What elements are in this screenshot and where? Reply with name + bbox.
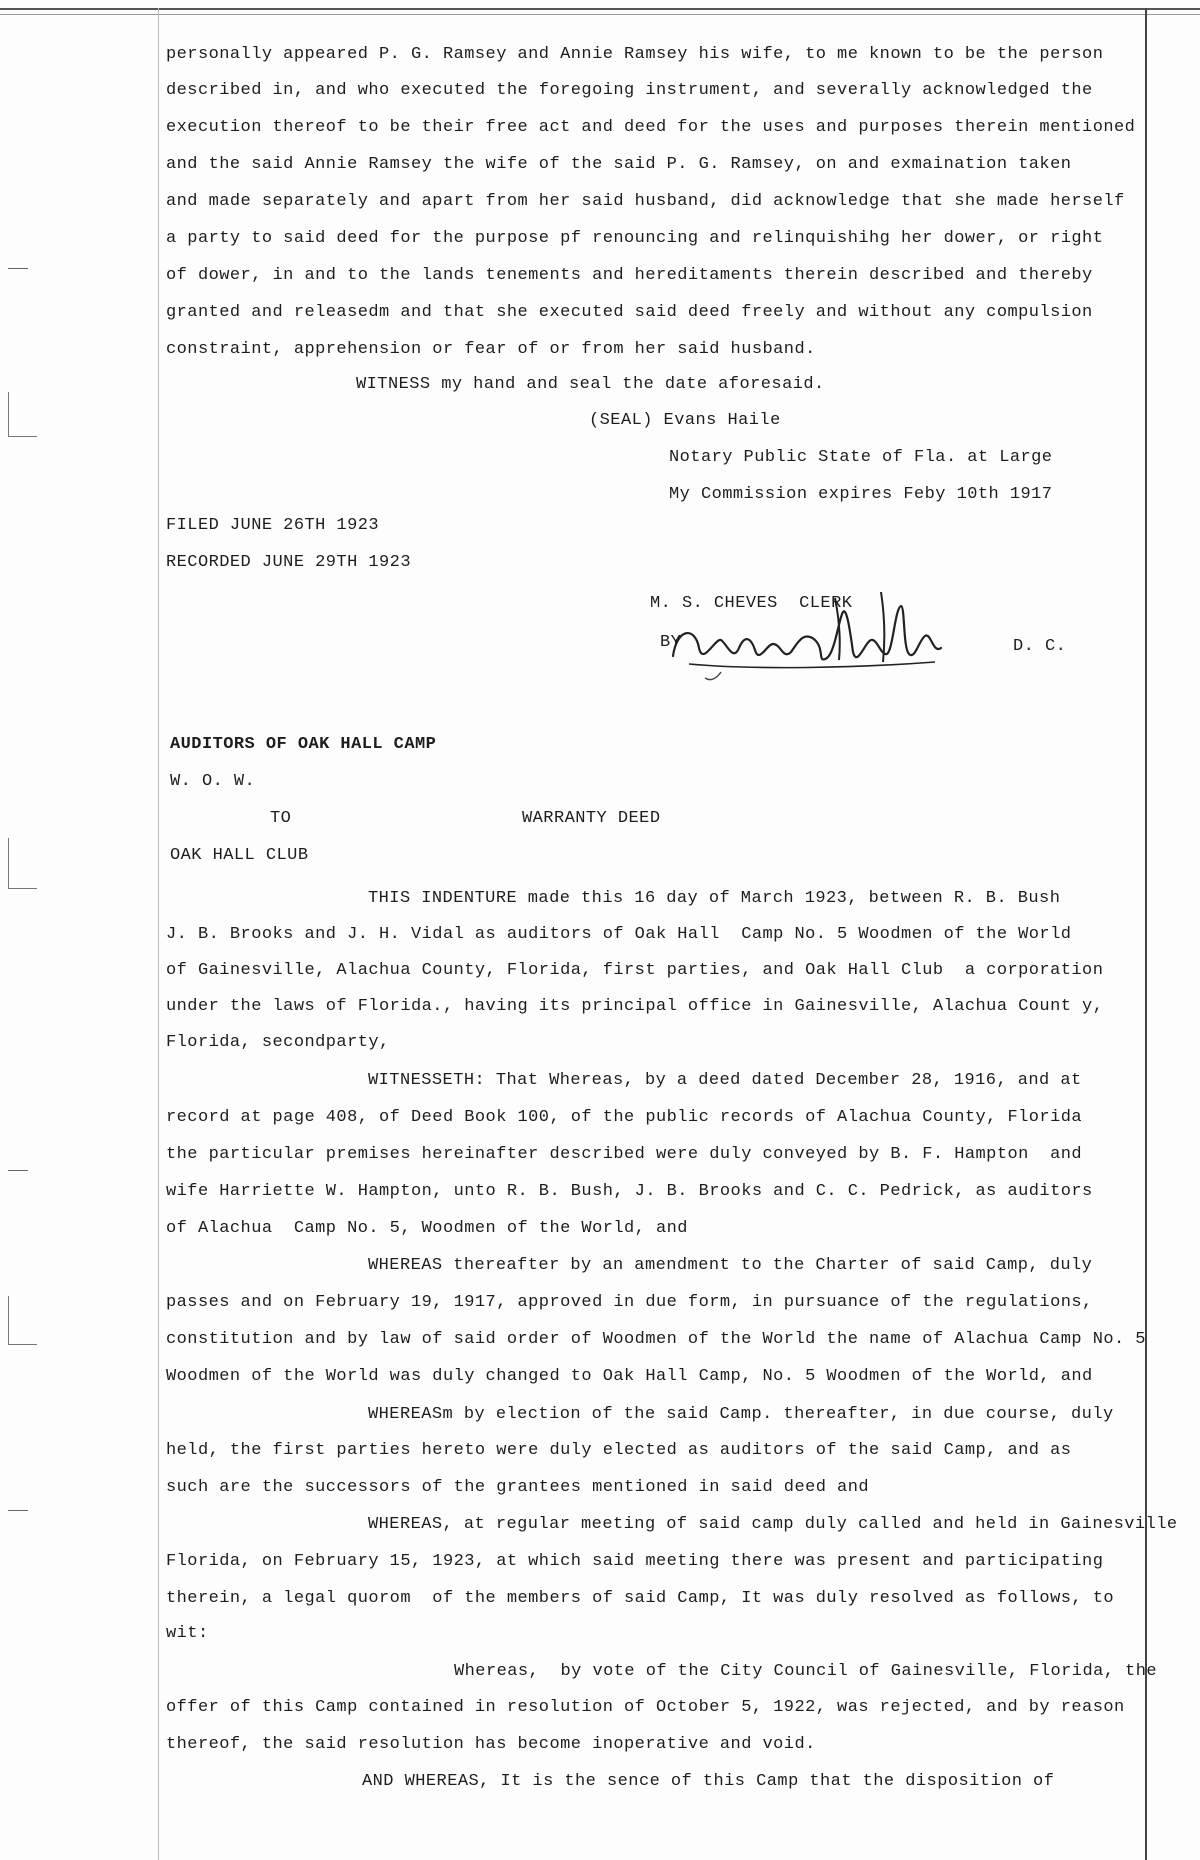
margin-bracket-mark [8,392,37,437]
notary-line: and the said Annie Ramsey the wife of the said P. G. Ramsey, on and exmaination taken [166,155,1072,174]
notary-line: execution thereof to be their free act and deed for the uses and purposes therein mentioned [166,118,1136,137]
deed-body-line: of Alachua Camp No. 5, Woodmen of the World, and [166,1219,688,1238]
deed-body-line: J. B. Brooks and J. H. Vidal as auditors of Oak Hall Camp No. 5 Woodmen of the World [166,925,1072,944]
left-margin-line [158,8,159,1860]
right-margin-line [1145,8,1147,1860]
grantee-name: OAK HALL CLUB [170,846,309,865]
clerk-name: M. S. CHEVES CLERK [650,594,853,613]
deed-type-title: WARRANTY DEED [522,809,661,828]
margin-bracket-mark [8,838,37,889]
margin-tick-mark [8,268,28,269]
deed-body-line: WHEREAS, at regular meeting of said camp duly called and held in Gainesville [368,1515,1178,1534]
seal-line: (SEAL) Evans Haile [589,411,781,430]
notary-line: of dower, in and to the lands tenements and hereditaments therein described and thereby [166,266,1093,285]
grantor-name: AUDITORS OF OAK HALL CAMP [170,735,437,754]
notary-title: Notary Public State of Fla. at Large [669,448,1053,467]
commission-expiry: My Commission expires Feby 10th 1917 [669,485,1053,504]
margin-bracket-mark [8,1296,37,1345]
grantor-abbrev: W. O. W. [170,772,256,791]
deed-body-line: AND WHEREAS, It is the sence of this Camp that the disposition of [362,1772,1055,1791]
notary-line: and made separately and apart from her said husband, did acknowledge that she made herself [166,192,1125,211]
notary-line: personally appeared P. G. Ramsey and Annie Ramsey his wife, to me known to be the person [166,45,1104,64]
deed-body-line: under the laws of Florida., having its principal office in Gainesville, Alachua Count y, [166,997,1104,1016]
deed-body-line: such are the successors of the grantees mentioned in said deed and [166,1478,870,1497]
deed-body-line: record at page 408, of Deed Book 100, of the public records of Alachua County, Florida [166,1108,1083,1127]
deed-body-line: the particular premises hereinafter described were duly conveyed by B. F. Hampton and [166,1145,1083,1164]
deed-body-line: THIS INDENTURE made this 16 day of March 1923, between R. B. Bush [368,889,1061,908]
by-label: BY [660,633,682,652]
notary-line: described in, and who executed the foregoing instrument, and severally acknowledged the [166,81,1093,100]
to-label: TO [270,809,292,828]
deed-body-line: wife Harriette W. Hampton, unto R. B. Bush, J. B. Brooks and C. C. Pedrick, as auditors [166,1182,1093,1201]
deed-body-line: therein, a legal quorom of the members of said Camp, It was duly resolved as follows, to [166,1589,1114,1608]
margin-tick-mark [8,1170,28,1171]
signature-scribble-icon [655,578,965,688]
top-border-line [0,8,1200,10]
deed-body-line: thereof, the said resolution has become inoperative and void. [166,1735,816,1754]
notary-line: constraint, apprehension or fear of or from her said husband. [166,340,816,359]
deed-body-line: WHEREASm by election of the said Camp. thereafter, in due course, duly [368,1405,1114,1424]
witness-line: WITNESS my hand and seal the date aforesaid. [356,375,825,394]
deed-body-line: Whereas, by vote of the City Council of Gainesville, Florida, the [454,1662,1158,1681]
deed-body-line: WITNESSETH: That Whereas, by a deed dated December 28, 1916, and at [368,1071,1082,1090]
deed-body-line: Florida, secondparty, [166,1033,390,1052]
deed-body-line: held, the first parties hereto were duly elected as auditors of the said Camp, and as [166,1441,1072,1460]
notary-line: granted and releasedm and that she executed said deed freely and without any compulsion [166,303,1093,322]
recorded-date: RECORDED JUNE 29TH 1923 [166,553,411,572]
deed-body-line: wit: [166,1624,209,1643]
clerk-signature [655,578,965,688]
deed-body-line: offer of this Camp contained in resolution of October 5, 1922, was rejected, and by reason [166,1698,1125,1717]
top-border-line-secondary [0,14,1200,15]
deed-body-line: Woodmen of the World was duly changed to Oak Hall Camp, No. 5 Woodmen of the World, and [166,1367,1093,1386]
notary-line: a party to said deed for the purpose pf renouncing and relinquishihg her dower, or right [166,229,1104,248]
deputy-clerk-label: D. C. [1013,637,1067,656]
deed-body-line: Florida, on February 15, 1923, at which said meeting there was present and participating [166,1552,1104,1571]
margin-tick-mark [8,1510,28,1511]
deed-body-line: passes and on February 19, 1917, approved in due form, in pursuance of the regulations, [166,1293,1093,1312]
deed-body-line: WHEREAS thereafter by an amendment to the Charter of said Camp, duly [368,1256,1093,1275]
deed-body-line: constitution and by law of said order of Woodmen of the World the name of Alachua Camp No. 5 [166,1330,1146,1349]
deed-body-line: of Gainesville, Alachua County, Florida, first parties, and Oak Hall Club a corporation [166,961,1104,980]
filed-date: FILED JUNE 26TH 1923 [166,516,380,535]
